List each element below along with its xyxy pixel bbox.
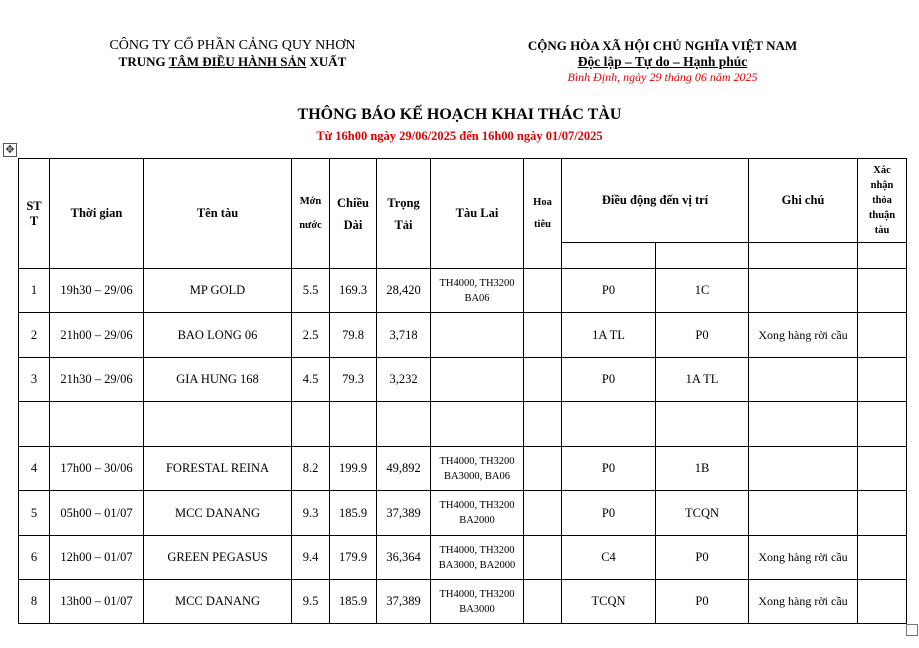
col-header-confirm-sub [858, 243, 907, 269]
cell-move-to: TCQN [656, 491, 749, 536]
cell-pilot [524, 402, 562, 447]
cell-tonnage: 3,232 [377, 358, 431, 402]
cell-pilot [524, 580, 562, 624]
col-header-tugs: Tàu Lai [431, 159, 524, 269]
cell-draft [292, 402, 330, 447]
cell-move-from: TCQN [562, 580, 656, 624]
cell-move-from: P0 [562, 358, 656, 402]
cell-length: 185.9 [330, 491, 377, 536]
cell-ship: MP GOLD [144, 269, 292, 313]
cell-time: 21h00 – 29/06 [50, 313, 144, 358]
cell-stt: 6 [19, 536, 50, 580]
cell-pilot [524, 447, 562, 491]
cell-draft: 4.5 [292, 358, 330, 402]
cell-confirm [858, 447, 907, 491]
cell-move-from: P0 [562, 447, 656, 491]
table-row [19, 402, 907, 447]
cell-length [330, 402, 377, 447]
cell-length: 169.3 [330, 269, 377, 313]
document-date: Bình Định, ngày 29 tháng 06 năm 2025 [567, 70, 758, 84]
cell-ship: MCC DANANG [144, 580, 292, 624]
cell-note: Xong hàng rời cầu [749, 536, 858, 580]
cell-tonnage: 36,364 [377, 536, 431, 580]
cell-move-to: 1B [656, 447, 749, 491]
col-header-confirm [858, 159, 907, 243]
cell-stt: 5 [19, 491, 50, 536]
document-title: THÔNG BÁO KẾ HOẠCH KHAI THÁC TÀU [297, 106, 622, 123]
cell-note [749, 447, 858, 491]
col-header-draft [292, 159, 330, 269]
col-header-move-from [562, 243, 656, 269]
cell-move-from: P0 [562, 269, 656, 313]
cell-stt: 8 [19, 580, 50, 624]
col-header-pilot-label: Hoa tiêu [533, 196, 552, 230]
nation-name: CỘNG HÒA XÃ HỘI CHỦ NGHĨA VIỆT NAM [527, 38, 798, 53]
cell-move-from: P0 [562, 491, 656, 536]
cell-move-to: P0 [656, 313, 749, 358]
cell-ship: GREEN PEGASUS [144, 536, 292, 580]
col-header-length: Chiều Dài [330, 159, 377, 269]
cell-length: 79.8 [330, 313, 377, 358]
col-header-move-to [656, 243, 749, 269]
cell-draft: 8.2 [292, 447, 330, 491]
cell-length: 199.9 [330, 447, 377, 491]
table-row [19, 491, 907, 536]
table-row [19, 447, 907, 491]
tug-line: TH4000, TH3200 [439, 588, 515, 600]
cell-tonnage [377, 402, 431, 447]
tug-line: BA3000 [459, 603, 495, 615]
cell-pilot [524, 358, 562, 402]
cell-confirm [858, 269, 907, 313]
col-header-pilot [524, 159, 562, 269]
cell-tugs [431, 447, 524, 491]
cell-move-from: 1A TL [562, 313, 656, 358]
cell-stt: 1 [19, 269, 50, 313]
cell-time: 12h00 – 01/07 [50, 536, 144, 580]
cell-move-to: 1C [656, 269, 749, 313]
department-name [60, 54, 405, 70]
tug-line: BA2000 [459, 515, 495, 526]
table-move-handle-icon[interactable]: ✥ [3, 143, 17, 157]
department-prefix: TRUNG [118, 54, 169, 69]
cell-time [50, 402, 144, 447]
cell-confirm [858, 491, 907, 536]
cell-pilot [524, 491, 562, 536]
cell-confirm [858, 402, 907, 447]
col-header-draft-label: Mớn nước [299, 195, 322, 231]
cell-ship: FORESTAL REINA [144, 447, 292, 491]
col-header-stt: STT [19, 159, 50, 269]
cell-time: 13h00 – 01/07 [50, 580, 144, 624]
cell-confirm [858, 358, 907, 402]
tug-line: TH4000, TH3200 [439, 500, 515, 511]
cell-note [749, 402, 858, 447]
tug-line: BA06 [464, 292, 490, 304]
header-company [60, 38, 405, 70]
header-nation [495, 38, 830, 85]
cell-move-to [656, 402, 749, 447]
cell-draft: 5.5 [292, 269, 330, 313]
tug-line: TH4000, TH3200 [439, 544, 515, 556]
cell-tugs [431, 580, 524, 624]
cell-stt: 2 [19, 313, 50, 358]
cell-move-from: C4 [562, 536, 656, 580]
cell-confirm [858, 313, 907, 358]
cell-tugs [431, 536, 524, 580]
cell-tonnage: 37,389 [377, 580, 431, 624]
cell-tonnage: 3,718 [377, 313, 431, 358]
tug-line: TH4000, TH3200 [439, 455, 515, 467]
cell-confirm [858, 536, 907, 580]
cell-tugs [431, 313, 524, 358]
cell-tonnage: 49,892 [377, 447, 431, 491]
tug-line: TH4000, TH3200 [439, 277, 515, 289]
cell-ship [144, 402, 292, 447]
cell-tonnage: 28,420 [377, 269, 431, 313]
document-subtitle: Từ 16h00 ngày 29/06/2025 đến 16h00 ngày 01/07/2025 [316, 129, 603, 143]
cell-note [749, 358, 858, 402]
cell-note: Xong hàng rời cầu [749, 580, 858, 624]
schedule-rows [19, 269, 907, 624]
cell-tugs [431, 491, 524, 536]
nation-motto: Độc lập – Tự do – Hạnh phúc [577, 54, 748, 69]
department-suffix: XUẤT [306, 54, 347, 69]
table-row [19, 358, 907, 402]
cell-draft: 9.3 [292, 491, 330, 536]
cell-tugs [431, 269, 524, 313]
cell-length: 185.9 [330, 580, 377, 624]
table-row [19, 313, 907, 358]
cell-note: Xong hàng rời cầu [749, 313, 858, 358]
table-header-row [19, 159, 907, 243]
col-header-note-sub [749, 243, 858, 269]
cell-move-to: 1A TL [656, 358, 749, 402]
cell-draft: 9.5 [292, 580, 330, 624]
cell-move-to: P0 [656, 536, 749, 580]
col-header-ship: Tên tàu [144, 159, 292, 269]
cell-note [749, 491, 858, 536]
cell-pilot [524, 536, 562, 580]
schedule-table [18, 158, 907, 624]
cell-length: 179.9 [330, 536, 377, 580]
table-row [19, 536, 907, 580]
department-underlined: TÂM ĐIỀU HÀNH SẢN [168, 54, 307, 69]
cell-confirm [858, 580, 907, 624]
cell-ship: MCC DANANG [144, 491, 292, 536]
cell-move-to: P0 [656, 580, 749, 624]
cell-time: 17h00 – 30/06 [50, 447, 144, 491]
col-header-note: Ghi chú [749, 159, 858, 243]
cell-tugs [431, 402, 524, 447]
cell-pilot [524, 269, 562, 313]
cell-tonnage: 37,389 [377, 491, 431, 536]
cell-tugs [431, 358, 524, 402]
tug-line: BA3000, BA06 [444, 470, 510, 482]
cell-move-from [562, 402, 656, 447]
tug-line: BA3000, BA2000 [438, 559, 516, 571]
col-header-move: Điều động đến vị trí [562, 159, 749, 243]
cell-time: 05h00 – 01/07 [50, 491, 144, 536]
cell-length: 79.3 [330, 358, 377, 402]
table-row [19, 269, 907, 313]
cell-ship: BAO LONG 06 [144, 313, 292, 358]
cell-stt: 3 [19, 358, 50, 402]
cell-ship: GIA HUNG 168 [144, 358, 292, 402]
cell-note [749, 269, 858, 313]
cell-draft: 9.4 [292, 536, 330, 580]
col-header-tonnage: Trọng Tải [377, 159, 431, 269]
col-header-confirm-label: Xác nhận thỏa thuận tàu [868, 165, 896, 236]
cell-stt: 4 [19, 447, 50, 491]
table-row [19, 580, 907, 624]
cell-pilot [524, 313, 562, 358]
cell-time: 19h30 – 29/06 [50, 269, 144, 313]
cell-draft: 2.5 [292, 313, 330, 358]
cell-time: 21h30 – 29/06 [50, 358, 144, 402]
company-name: CÔNG TY CỔ PHẦN CẢNG QUY NHƠN [109, 38, 356, 53]
col-header-time: Thời gian [50, 159, 144, 269]
table-resize-handle-icon[interactable] [906, 624, 918, 636]
cell-stt [19, 402, 50, 447]
